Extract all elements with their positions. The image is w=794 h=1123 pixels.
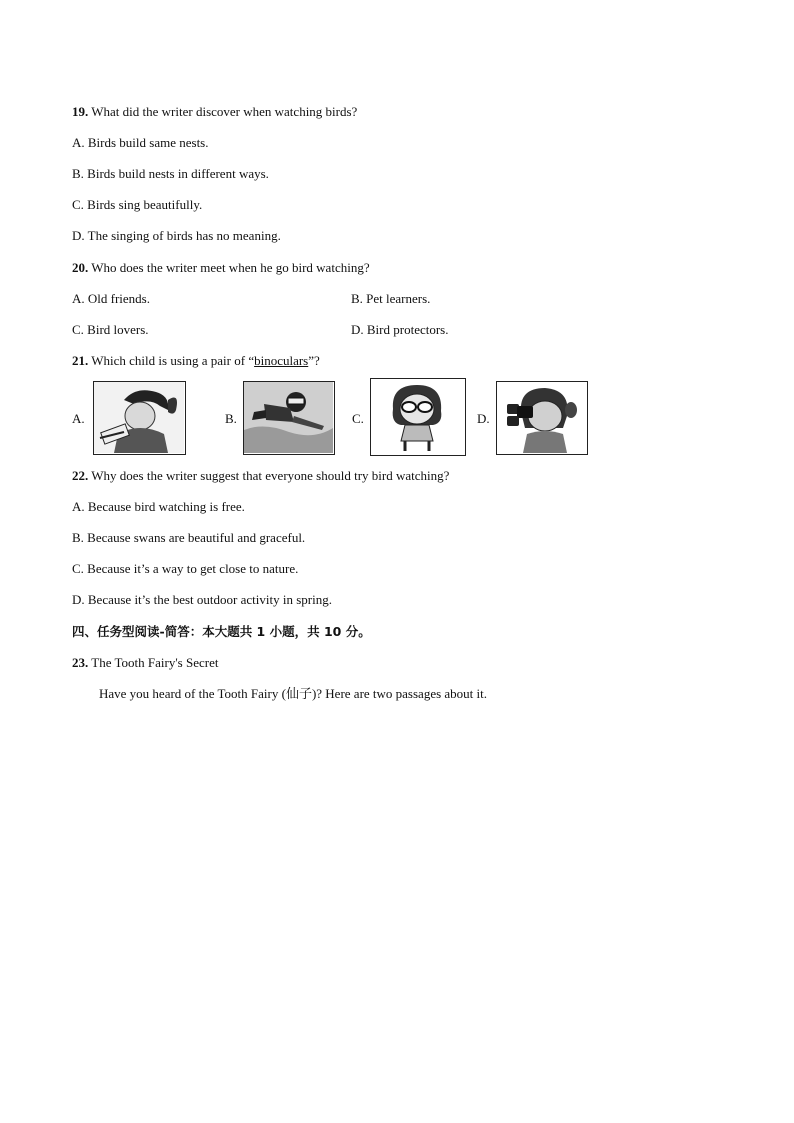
child-reading-illustration: [94, 382, 184, 453]
question-20: [72, 260, 370, 276]
question-21: [72, 353, 320, 369]
question-number: 20.: [72, 260, 89, 275]
child-diving-illustration: [244, 382, 333, 453]
section-heading: 四、任务型阅读-简答：本大题共 1 小题，共 10 分。: [72, 624, 371, 639]
question-text: What did the writer discover when watching birds?: [88, 104, 358, 119]
question-number: 22.: [72, 468, 89, 483]
option-20-a: A. Old friends.: [72, 291, 150, 306]
option-21-d-image: [496, 381, 588, 455]
option-21-b-image: [243, 381, 335, 455]
option-22-b: B. Because swans are beautiful and graceful.: [72, 530, 306, 545]
passage-intro: Have you heard of the Tooth Fairy (仙子)? Here are two passages about it.: [99, 686, 488, 701]
option-21-c-image: [370, 378, 466, 456]
passage-title: The Tooth Fairy's Secret: [88, 655, 219, 670]
question-text: Who does the writer meet when he go bird watching?: [88, 260, 370, 275]
option-19-d: D. The singing of birds has no meaning.: [72, 228, 281, 243]
option-21-b-label: B.: [225, 411, 237, 426]
question-22: [72, 468, 449, 484]
option-19-a: A. Birds build same nests.: [72, 135, 209, 150]
option-21-c-label: C.: [352, 411, 364, 426]
question-19: [72, 104, 357, 120]
option-21-a-image: [93, 381, 186, 455]
option-19-b: B. Birds build nests in different ways.: [72, 166, 269, 181]
underlined-word: binoculars: [254, 353, 309, 368]
option-20-c: C. Bird lovers.: [72, 322, 149, 337]
option-20-b: B. Pet learners.: [351, 291, 431, 306]
question-text: Why does the writer suggest that everyone should try bird watching?: [88, 468, 450, 483]
option-22-a: A. Because bird watching is free.: [72, 499, 245, 514]
question-number: 23.: [72, 655, 89, 670]
question-text-after: ”?: [308, 353, 320, 368]
option-22-d: D. Because it’s the best outdoor activity in spring.: [72, 592, 332, 607]
question-number: 19.: [72, 104, 89, 119]
option-21-a-label: A.: [72, 411, 85, 426]
question-text-before: Which child is using a pair of “: [88, 353, 255, 368]
child-binoculars-illustration: [497, 382, 586, 453]
option-19-c: C. Birds sing beautifully.: [72, 197, 203, 212]
option-21-d-label: D.: [477, 411, 490, 426]
question-23: [72, 655, 218, 671]
child-sunglasses-illustration: [371, 379, 464, 454]
question-number: 21.: [72, 353, 89, 368]
option-22-c: C. Because it’s a way to get close to nature.: [72, 561, 299, 576]
option-20-d: D. Bird protectors.: [351, 322, 449, 337]
